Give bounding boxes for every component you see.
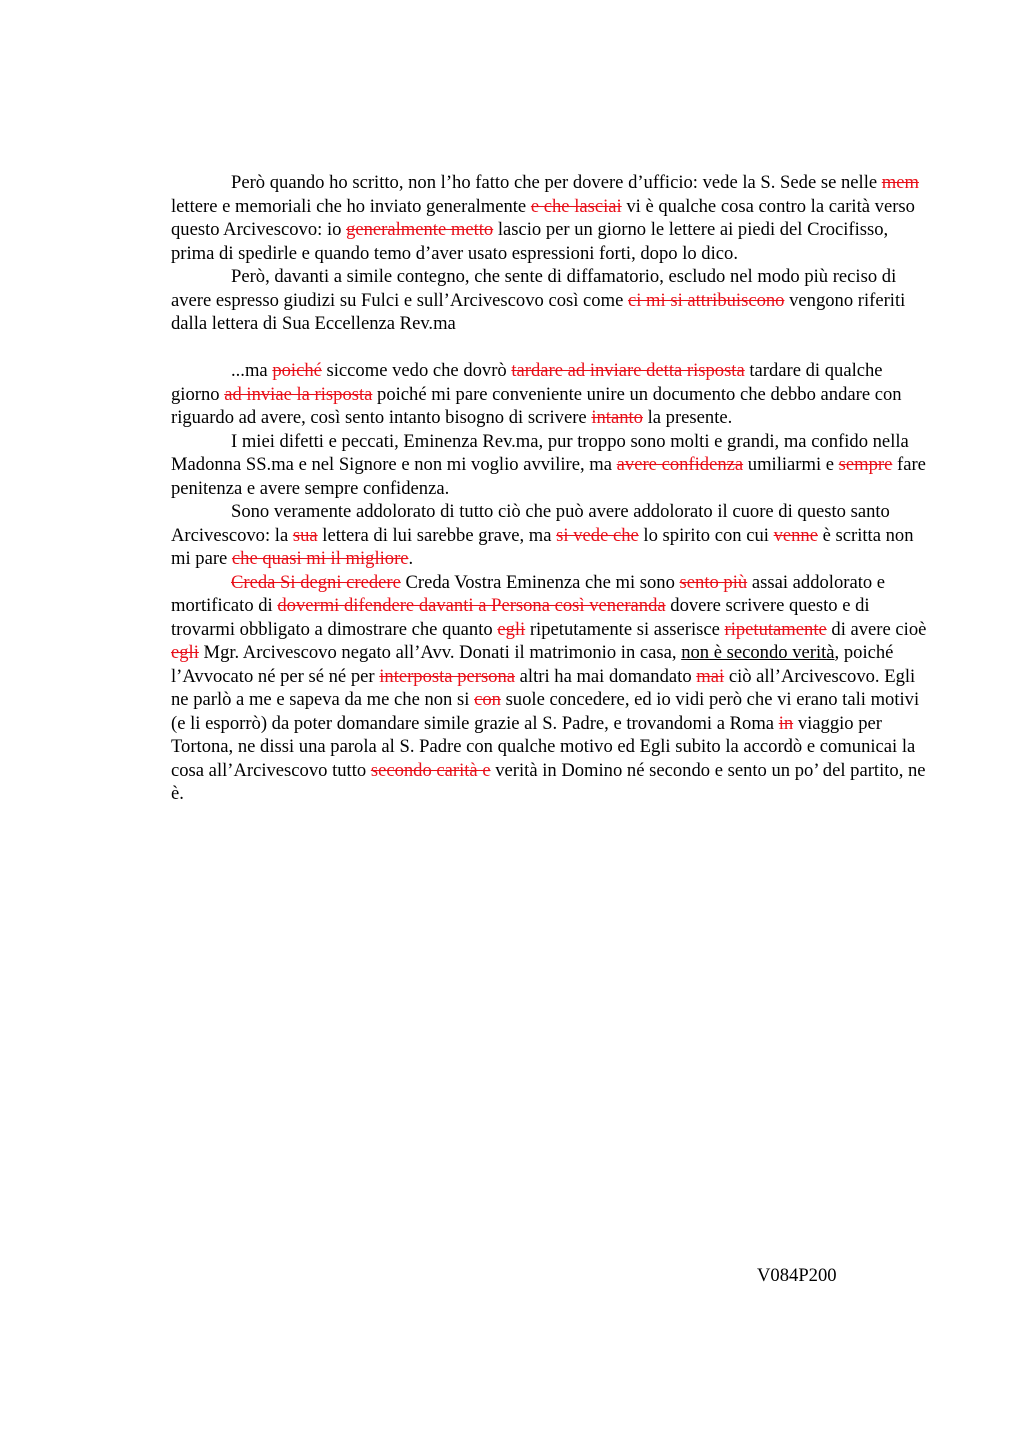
paragraph-1 bbox=[171, 171, 929, 265]
text-run: Però, davanti a simile contegno, che sente di diffamatorio, escludo nel modo più reciso di avere espresso giudizi su Fulci e sull’Arcivescovo così come bbox=[171, 266, 897, 311]
deleted-text: e che lasciai bbox=[530, 195, 622, 217]
deleted-text: sempre bbox=[838, 454, 893, 475]
deleted-text: generalmente metto bbox=[346, 219, 494, 240]
text-run: siccome vedo che dovrò bbox=[321, 360, 512, 381]
deleted-text: sento più bbox=[679, 571, 748, 593]
text-run: Creda Vostra Eminenza che mi sono bbox=[400, 571, 680, 593]
deleted-text: egli bbox=[497, 618, 526, 640]
underlined-text: non è secondo verità bbox=[681, 642, 835, 663]
text-run: lo spirito con cui bbox=[638, 524, 774, 546]
text-run: suole concedere, ed io vidi però che vi erano tali motivi (e li esporrò) da poter domandare simile grazie al S. Padre, e trovandomi a Roma bbox=[171, 689, 920, 734]
text-run: assai addolorato e mortificato di bbox=[171, 571, 886, 616]
deleted-text: ad inviae la risposta bbox=[224, 383, 373, 405]
text-run: umiliarmi e bbox=[743, 454, 839, 475]
text-run: lettere e memoriali che ho inviato generalmente bbox=[171, 195, 531, 217]
text-run: è scritta non mi pare bbox=[171, 524, 914, 569]
text-run: lascio per un giorno le lettere ai piedi del Crocifisso, prima di spedirle e quando temo d’aver usato espressioni forti, dopo lo dico. bbox=[171, 219, 889, 264]
deleted-text: tardare ad inviare detta risposta bbox=[511, 360, 745, 381]
text-run: fare penitenza e avere sempre confidenza. bbox=[171, 454, 926, 499]
deleted-text: avere confidenza bbox=[616, 454, 744, 475]
deleted-text: mem bbox=[881, 172, 919, 193]
deleted-text: con bbox=[474, 689, 501, 710]
text-run: vengono riferiti dalla lettera di Sua Eccellenza Rev.ma bbox=[171, 289, 906, 334]
text-run: Sono veramente addolorato di tutto ciò che può avere addolorato il cuore di questo santo Arcivescovo: la bbox=[171, 501, 890, 546]
text-run: di avere cioè bbox=[826, 618, 927, 640]
deleted-text: ripetutamente bbox=[724, 618, 827, 640]
deleted-text: egli bbox=[171, 642, 199, 663]
deleted-text: Creda Si degni credere bbox=[231, 571, 401, 593]
deleted-text: ci mi si attribuiscono bbox=[627, 289, 785, 311]
text-run: viaggio per Tortona, ne dissi una parola al S. Padre con qualche motivo ed Egli subito la accordò e comunicai la cosa all’Arcivescovo tutto bbox=[171, 712, 916, 781]
text-run: , poiché l’Avvocato né per sé né per bbox=[171, 642, 894, 687]
deleted-text: poiché bbox=[272, 360, 322, 381]
text-run: ciò all’Arcivescovo. Egli ne parlò a me e sapeva da me che non si bbox=[171, 665, 916, 710]
text-run: la presente. bbox=[642, 407, 733, 428]
text-run: vi è qualche cosa contro la carità verso questo Arcivescovo: io bbox=[171, 195, 915, 240]
deleted-text: secondo carità e bbox=[370, 759, 491, 781]
text-run: poiché mi pare conveniente unire un documento che debbo andare con riguardo ad avere, così sento intanto bisogno di scrivere bbox=[171, 383, 902, 428]
deleted-text: dovermi difendere davanti a Persona così veneranda bbox=[277, 595, 666, 616]
paragraph-6 bbox=[171, 571, 929, 806]
deleted-text: interposta persona bbox=[379, 665, 516, 687]
text-run: verità in Domino né secondo e sento un po’ del partito, ne è. bbox=[171, 759, 926, 804]
deleted-text: intanto bbox=[591, 407, 643, 428]
text-run: ...ma bbox=[231, 360, 273, 381]
text-run: ripetutamente si asserisce bbox=[525, 618, 725, 640]
paragraph-2 bbox=[171, 265, 929, 336]
letter-body bbox=[171, 171, 929, 806]
text-run: . bbox=[408, 548, 414, 569]
text-run: tardare di qualche giorno bbox=[171, 360, 883, 405]
deleted-text: mai bbox=[696, 665, 725, 687]
text-run: Però quando ho scritto, non l’ho fatto che per dovere d’ufficio: vede la S. Sede se nelle bbox=[231, 172, 882, 193]
text-run: Mgr. Arcivescovo negato all’Avv. Donati il matrimonio in casa, bbox=[198, 642, 682, 663]
paragraph-3 bbox=[171, 359, 929, 430]
deleted-text: venne bbox=[773, 524, 818, 546]
deleted-text: che quasi mi il migliore bbox=[231, 548, 409, 569]
deleted-text: in bbox=[778, 712, 794, 734]
deleted-text: si vede che bbox=[556, 524, 639, 546]
text-run: dovere scrivere questo e di trovarmi obbligato a dimostrare che quanto bbox=[171, 595, 870, 640]
text-run: I miei difetti e peccati, Eminenza Rev.ma, pur troppo sono molti e grandi, ma confido nella Madonna SS.ma e nel Signore e non mi voglio avvilire, ma bbox=[171, 430, 909, 475]
paragraph-4 bbox=[171, 430, 929, 501]
text-run: lettera di lui sarebbe grave, ma bbox=[317, 524, 557, 546]
page-code: V084P200 bbox=[757, 1265, 837, 1286]
deleted-text: sua bbox=[292, 524, 318, 546]
text-run: altri ha mai domandato bbox=[515, 665, 697, 687]
paragraph-5 bbox=[171, 500, 929, 571]
